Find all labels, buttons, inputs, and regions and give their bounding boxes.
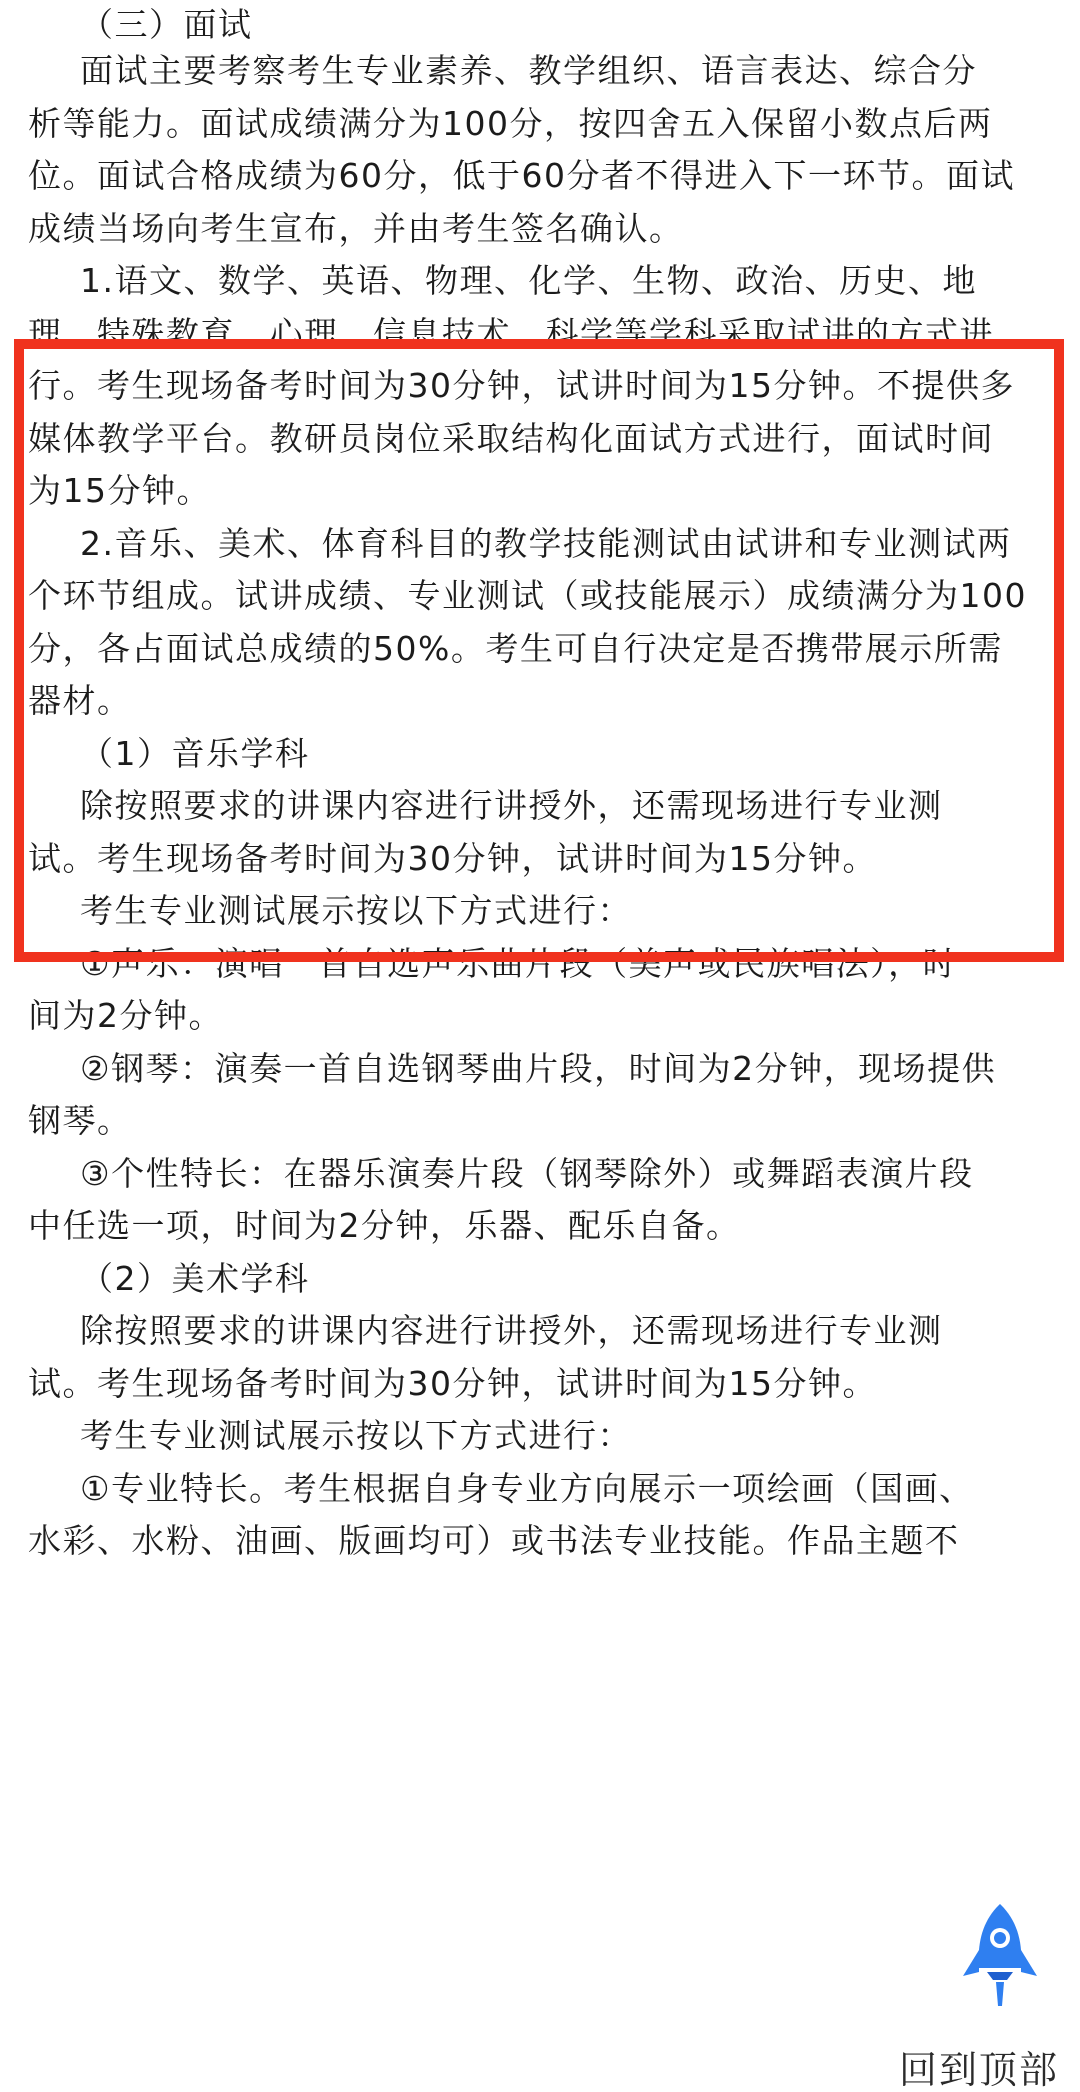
paragraph-line: 行。考生现场备考时间为30分钟，试讲时间为15分钟。不提供多 [28, 366, 1015, 405]
section-heading: （三）面试 [80, 5, 253, 44]
paragraph-line: 媒体教学平台。教研员岗位采取结构化面试方式进行，面试时间 [28, 419, 994, 458]
paragraph-line: 器材。 [28, 681, 132, 720]
rocket-icon [955, 1898, 1045, 2028]
paragraph-line: 1.语文、数学、英语、物理、化学、生物、政治、历史、地 [80, 261, 977, 300]
paragraph-line: 位。面试合格成绩为60分，低于60分者不得进入下一环节。面试 [28, 156, 1015, 195]
paragraph-line: ①声乐：演唱一首自选声乐曲片段（美声或民族唱法），时 [80, 944, 958, 983]
paragraph-line: 理、特殊教育、心理、信息技术、科学等学科采取试讲的方式进 [28, 314, 994, 353]
back-to-top-link[interactable]: 回到顶部 [895, 2048, 1063, 2092]
paragraph-line: 分，各占面试总成绩的50%。考生可自行决定是否携带展示所需 [28, 629, 1003, 668]
paragraph-line: 2.音乐、美术、体育科目的教学技能测试由试讲和专业测试两 [80, 524, 1012, 563]
paragraph-line: 为15分钟。 [28, 471, 211, 510]
paragraph-line: 水彩、水粉、油画、版画均可）或书法专业技能。作品主题不 [28, 1521, 960, 1560]
section-heading: （2）美术学科 [80, 1259, 310, 1298]
paragraph-line: 面试主要考察考生专业素养、教学组织、语言表达、综合分 [80, 51, 977, 90]
paragraph-line: 试。考生现场备考时间为30分钟，试讲时间为15分钟。 [28, 1364, 877, 1403]
highlight-box [14, 339, 1064, 962]
paragraph-line: 中任选一项，时间为2分钟，乐器、配乐自备。 [28, 1206, 741, 1245]
paragraph-line: ③个性特长：在器乐演奏片段（钢琴除外）或舞蹈表演片段 [80, 1154, 974, 1193]
paragraph-line: 试。考生现场备考时间为30分钟，试讲时间为15分钟。 [28, 839, 877, 878]
section-heading: （1）音乐学科 [80, 734, 310, 773]
back-to-top-rocket[interactable] [955, 1898, 1045, 2028]
paragraph-line: 成绩当场向考生宣布，并由考生签名确认。 [28, 209, 684, 248]
paragraph-line: ②钢琴：演奏一首自选钢琴曲片段，时间为2分钟，现场提供 [80, 1049, 997, 1088]
paragraph-line: 钢琴。 [28, 1101, 132, 1140]
paragraph-line: 间为2分钟。 [28, 996, 223, 1035]
paragraph-line: 除按照要求的讲课内容进行讲授外，还需现场进行专业测 [80, 1311, 943, 1350]
paragraph-line: ①专业特长。考生根据自身专业方向展示一项绘画（国画、 [80, 1469, 974, 1508]
paragraph-line: 析等能力。面试成绩满分为100分，按四舍五入保留小数点后两 [28, 104, 993, 143]
paragraph-line: 个环节组成。试讲成绩、专业测试（或技能展示）成绩满分为100 [28, 576, 1027, 615]
paragraph-line: 除按照要求的讲课内容进行讲授外，还需现场进行专业测 [80, 786, 943, 825]
paragraph-line: 考生专业测试展示按以下方式进行： [80, 891, 632, 930]
paragraph-line: 考生专业测试展示按以下方式进行： [80, 1416, 632, 1455]
